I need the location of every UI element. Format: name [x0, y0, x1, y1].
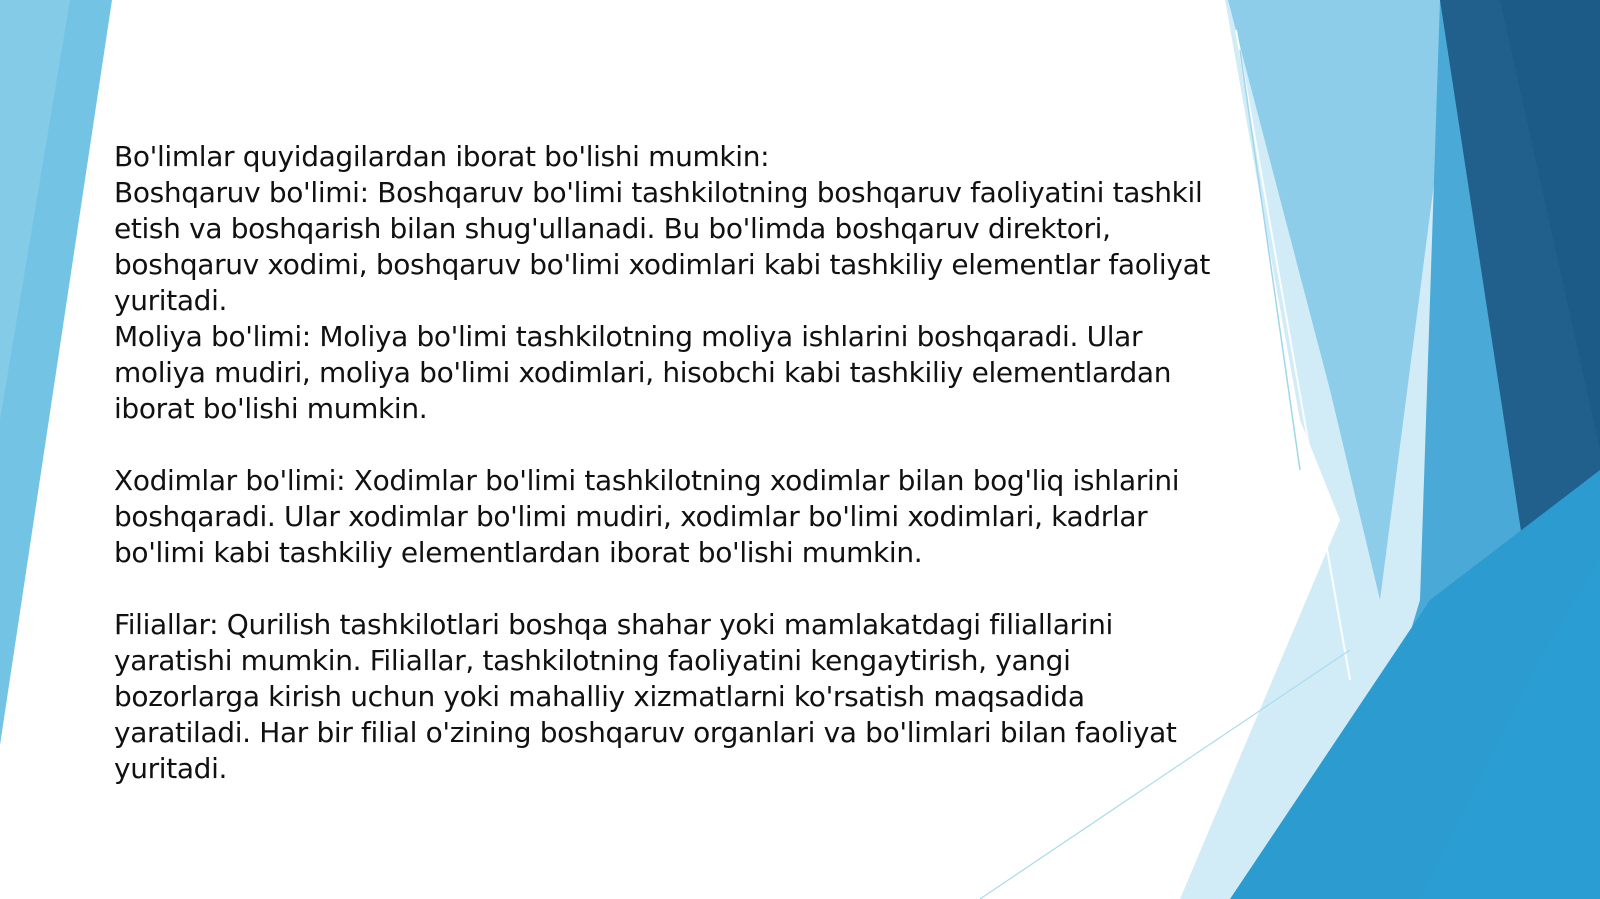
spacer: [114, 427, 1224, 463]
spacer: [114, 571, 1224, 607]
boshqaruv-paragraph: Boshqaruv bo'limi: Boshqaruv bo'limi tashkilotning boshqaruv faoliyatini tashkil etish va boshqarish bilan shug'ullanadi. Bu bo'limda boshqaruv direktori, boshqaruv xodimi, boshqaruv bo'limi xodimlari kabi tashkiliy elementlar faoliyat yuritadi.: [114, 176, 1211, 317]
intro-paragraph: Bo'limlar quyidagilardan iborat bo'lishi mumkin:: [114, 140, 770, 173]
filiallar-paragraph: Filiallar: Qurilish tashkilotlari boshqa shahar yoki mamlakatdagi filiallarini yaratishi mumkin. Filiallar, tashkilotning faoliyatini kengaytirish, yangi bozorlarga kirish uchun yoki mahalliy xizmatlarni ko'rsatish maqsadida yaratiladi. Har bir filial o'zining boshqaruv organlari va bo'limlari bilan faoliyat yuritadi.: [114, 608, 1177, 785]
xodimlar-paragraph: Xodimlar bo'limi: Xodimlar bo'limi tashkilotning xodimlar bilan bog'liq ishlarini boshqaradi. Ular xodimlar bo'limi mudiri, xodimlar bo'limi xodimlari, kadrlar bo'limi kabi tashkiliy elementlardan iborat bo'lishi mumkin.: [114, 464, 1180, 569]
slide-body: [114, 139, 1224, 787]
moliya-paragraph: Moliya bo'limi: Moliya bo'limi tashkilotning moliya ishlarini boshqaradi. Ular moliya mudiri, moliya bo'limi xodimlari, hisobchi kabi tashkiliy elementlardan iborat bo'lishi mumkin.: [114, 320, 1172, 425]
